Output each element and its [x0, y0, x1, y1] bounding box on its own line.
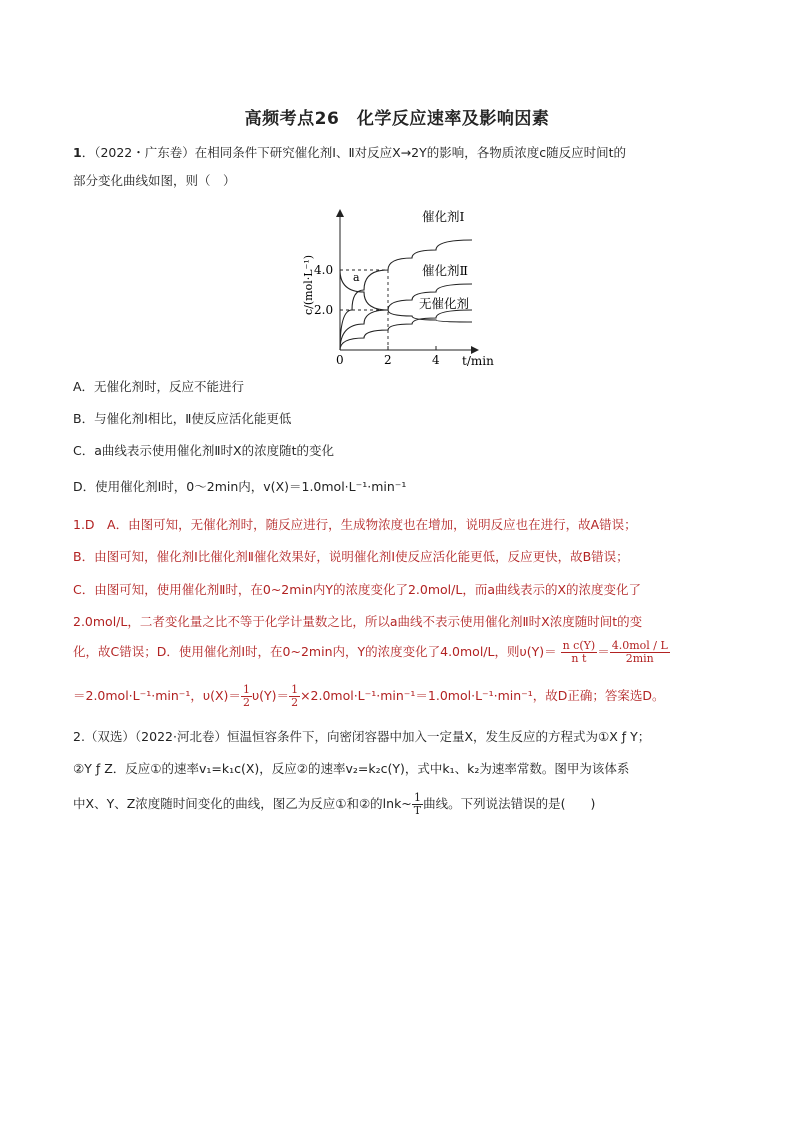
- q2-line3: 中X、Y、Z浓度随时间变化的曲线，图乙为反应①和②的lnk~ $\frac{1}{T}$ 曲线。下列说法错误的是( ): [73, 791, 596, 817]
- curves: [340, 240, 472, 350]
- x-axis-label: t/min: [462, 354, 494, 368]
- curve-label-a: a: [353, 271, 360, 284]
- answer1-line4: 2.0mol/L，二者变化量之比不等于化学计量数之比，所以a曲线不表示使用催化剂Ⅱ时X浓度随时间t的变: [73, 614, 643, 629]
- answer1-line3: C．由图可知，使用催化剂Ⅱ时，在0~2min内Y的浓度变化了2.0mol/L，而a曲线表示的X的浓度变化了: [73, 582, 642, 597]
- value-fraction: $\frac{\text{4.0mol / L}}{2\min}$: [611, 639, 668, 665]
- q2-line1: 2.（双选）（2022·河北卷）恒温恒容条件下，向密闭容器中加入一定量X，发生反应的方程式为①X ƒ Y；: [73, 729, 651, 744]
- answer1-line5: 化，故C错误；D．使用催化剂Ⅰ时，在0~2min内，Y的浓度变化了4.0mol/L，则υ(Y)＝ $\frac{\text{n c(Y)}}{\text{n t}}$ ＝ $\frac{\text{4.0mol / L}}{2\min}$: [73, 639, 668, 665]
- q1-option-a: A．无催化剂时，反应不能进行: [73, 379, 245, 394]
- x-tick-2: 2: [384, 353, 392, 367]
- concentration-time-chart: [290, 205, 510, 370]
- q1-stem-line2: 部分变化曲线如图，则（ ）: [73, 173, 236, 188]
- curve-label-cat1: 催化剂Ⅰ: [422, 209, 465, 224]
- answer1-line6: ＝2.0mol·L⁻¹·min⁻¹，υ(X)＝ $\frac{1}{2}$ υ(Y)＝ $\frac{1}{2}$ ×2.0mol·L⁻¹·min⁻¹＝1.0mol·L⁻¹·min⁻¹，故D正确；答案选D。: [73, 683, 665, 709]
- answer1-line1: 1.D A．由图可知，无催化剂时，随反应进行，生成物浓度也在增加，说明反应也在进行，故A错误；: [73, 517, 637, 532]
- q1-option-d: D．使用催化剂Ⅰ时，0～2min内，v(X)＝1.0mol·L⁻¹·min⁻¹: [73, 479, 407, 494]
- curve-label-nocat: 无催化剂: [419, 296, 470, 311]
- rate-fraction: $\frac{\text{n c(Y)}}{\text{n t}}$: [562, 639, 596, 665]
- y-tick-2.0: 2.0: [314, 303, 334, 317]
- x-tick-4: 4: [432, 353, 440, 367]
- q2-line2: ②Y ƒ Z．反应①的速率v₁=k₁c(X)，反应②的速率v₂=k₂c(Y)，式中k₁、k₂为速率常数。图甲为该体系: [73, 761, 630, 776]
- half-fraction-2: $\frac{1}{2}$: [291, 683, 299, 709]
- answer1-line2: B．由图可知，催化剂Ⅰ比催化剂Ⅱ催化效果好，说明催化剂Ⅰ使反应活化能更低，反应更快，故B错误；: [73, 549, 629, 564]
- ticks: [314, 263, 440, 367]
- y-tick-4.0: 4.0: [314, 263, 334, 277]
- y-axis-label: c/(mol·L⁻¹): [302, 254, 315, 315]
- curve-label-cat2: 催化剂Ⅱ: [422, 263, 468, 278]
- q1-option-b: B．与催化剂Ⅰ相比，Ⅱ使反应活化能更低: [73, 411, 292, 426]
- x-tick-0: 0: [336, 353, 344, 367]
- curve-2: [340, 284, 472, 350]
- q1-number: 1: [73, 145, 82, 160]
- inverse-t-fraction: $\frac{1}{T}$: [413, 791, 422, 817]
- q1-stem-line1: [73, 144, 626, 162]
- answer1-line5-text: 化，故C错误；D．使用催化剂Ⅰ时，在0~2min内，Y的浓度变化了4.0mol/L，则υ(Y)＝: [73, 644, 557, 659]
- q1-stem-text: ．（2022・广东卷）在相同条件下研究催化剂Ⅰ、Ⅱ对反应X→2Y的影响，各物质浓度c随反应时间t的: [81, 145, 627, 160]
- q1-option-c: C．a曲线表示使用催化剂Ⅱ时X的浓度随t的变化: [73, 443, 335, 458]
- curve-1: [340, 240, 472, 350]
- half-fraction-1: $\frac{1}{2}$: [242, 683, 250, 709]
- page-title: 高频考点26 化学反应速率及影响因素: [244, 109, 550, 129]
